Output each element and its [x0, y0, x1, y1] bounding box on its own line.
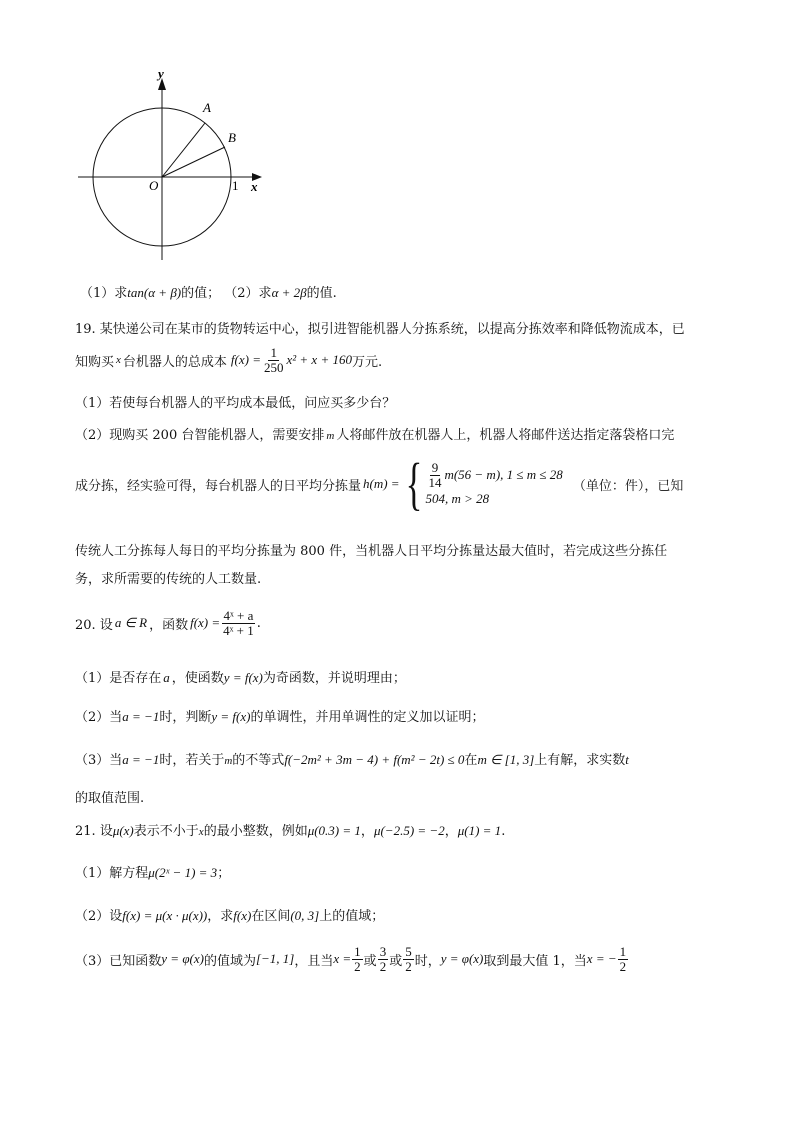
origin-label: O [149, 178, 159, 193]
q19-part2-var: m [326, 430, 335, 442]
q19-part2-line2-prefix: 成分拣，经实验可得，每台机器人的日平均分拣量 [75, 478, 362, 494]
ray-oa [162, 123, 205, 177]
point-b-label: B [228, 130, 236, 145]
q20-part2 [75, 706, 484, 725]
q21-frac-3 [403, 945, 414, 973]
q20-stem [75, 609, 261, 637]
q20-part2-mid: 时，判断 [159, 710, 212, 725]
q21-frac-4 [618, 945, 629, 973]
q21-frac-2-num: 3 [379, 944, 387, 959]
q21-part2-interval: (0, 3] [290, 908, 320, 923]
q19-case1-den: 14 [428, 474, 442, 490]
q21-stem [75, 820, 505, 839]
q21-or-2: 或 [389, 953, 403, 969]
q20-part3-ineq: f(−2m² + 3m − 4) + f(m² − 2t) ≤ 0 [284, 752, 465, 767]
q19-piecewise [400, 451, 563, 516]
q21-ex2: μ(−2.5) = −2 [373, 823, 445, 838]
q19-part2-line1 [75, 424, 674, 443]
q21-part3-range: [−1, 1] [255, 951, 295, 967]
q21-frac-3-num: 5 [405, 944, 412, 959]
q19-line2 [75, 346, 382, 374]
q21-part3-x: x = [333, 951, 352, 967]
q19-line2-mid: 台机器人的总成本 [122, 354, 227, 370]
q21-part3-mid4: 取到最大值 1，当 [483, 953, 587, 969]
q20-part3-t: t [625, 752, 629, 767]
q20-part3-mid2: 的不等式 [232, 753, 285, 768]
tick-one-label: 1 [232, 178, 239, 193]
q21-frac-1-den: 2 [354, 958, 361, 974]
q20-part3-line2: 的取值范围. [75, 791, 145, 806]
q19-brace: { [405, 451, 422, 516]
ray-ob [162, 147, 225, 177]
point-a-label: A [203, 100, 211, 115]
q21-ex3: μ(1) = 1 [457, 823, 502, 838]
q19-var-x: x [116, 354, 121, 367]
q19-case1-frac [426, 461, 443, 489]
q19-part2-line4: 务，求所需要的传统的人工数量. [75, 572, 262, 587]
q20-frac-num: 4ˣ + a [223, 608, 254, 623]
q21-part2-prefix: （2）设 [75, 909, 123, 924]
q20-part3-range: m ∈ [1, 3] [477, 752, 535, 767]
q21-part2-mid2: 在区间 [251, 909, 291, 924]
q19-line2-suffix: 万元. [351, 354, 383, 370]
q21-frac-1 [352, 945, 363, 973]
q19-cost-poly: x² + x + 160 [286, 352, 352, 368]
q21-sep2: ， [444, 824, 458, 839]
q18-part1-prefix: （1）求 [80, 286, 128, 301]
q19-frac-den: 250 [263, 359, 284, 375]
q19-cost-func: f(x) = [230, 352, 261, 368]
q21-frac-4-num: 1 [619, 944, 627, 959]
q18-part2-prefix: （2）求 [224, 286, 272, 301]
q20-part3-prefix: （3）当 [75, 753, 123, 768]
q19-line2-prefix: 知购买 [75, 354, 115, 370]
q19-part2-line2 [75, 451, 684, 516]
q19-fraction [262, 346, 286, 374]
q20-part1-suffix: 为奇函数，并说明理由； [262, 671, 406, 686]
q20-stem-func: f(x) = [190, 615, 221, 631]
q20-part2-prefix: （2）当 [75, 710, 123, 725]
q21-stem-mu: μ(x) [112, 823, 134, 838]
q21-part3-mid2: ，且当 [294, 953, 334, 969]
q21-part3-func2: y = φ(x) [440, 951, 484, 967]
q19-h-label: h(m) = [363, 476, 400, 491]
q19-case1 [425, 461, 562, 489]
q19-frac-num: 1 [270, 345, 277, 360]
q20-part1-prefix: （1）是否存在 [75, 671, 162, 686]
q20-stem-end: . [256, 615, 261, 631]
q21-frac-3-den: 2 [405, 958, 412, 974]
q21-part2-mid: ，求 [207, 909, 234, 924]
q18-part1-suffix: 的值； [181, 286, 221, 301]
q21-part2-def: f(x) = μ(x · μ(x)) [122, 908, 208, 923]
q20-part2-func: y = f(x) [211, 709, 251, 724]
q21-part2-func: f(x) [233, 908, 252, 923]
q20-part3-cond: a = −1 [122, 752, 160, 767]
q19-case1-num: 9 [431, 459, 439, 475]
q20-part1-func: y = f(x) [223, 670, 263, 685]
q20-fraction [221, 609, 256, 637]
q20-part3-mid3: 在 [464, 753, 478, 768]
q19-case1-expr: m(56 − m), 1 ≤ m ≤ 28 [444, 467, 563, 482]
q21-stem-var: x [198, 826, 204, 838]
unit-circle-figure [70, 60, 270, 265]
q21-part1 [75, 862, 230, 881]
q19-part2-suffix: 人将邮件放在机器人上，机器人将邮件送达指定落袋格口完 [336, 428, 675, 443]
q20-part1-mid: ，使函数 [171, 671, 224, 686]
q20-frac-den: 4ˣ + 1 [223, 622, 254, 638]
q21-part2 [75, 905, 384, 924]
q20-part1-var: a [163, 670, 170, 685]
q20-part2-suffix: 的单调性，并用单调性的定义加以证明； [250, 710, 485, 725]
q19-cases [425, 461, 562, 507]
q21-part1-eq: μ(2ˣ − 1) = 3 [148, 865, 218, 880]
y-axis-label: y [158, 66, 164, 81]
q18-parts [80, 282, 337, 301]
q21-part3-mid3: 时， [414, 953, 441, 969]
q20-part3-mid4: 上有解，求实数 [534, 753, 626, 768]
q21-part3 [75, 945, 629, 973]
q21-part3-func: y = φ(x) [161, 951, 204, 967]
q19-part2-prefix: （2）现购买 200 台智能机器人，需要安排 [75, 428, 325, 443]
q20-part3-mid1: 时，若关于 [159, 753, 225, 768]
q21-frac-2 [378, 945, 389, 973]
q20-stem-prefix: 20. 设 [75, 617, 113, 633]
q21-stem-prefix: 21. 设 [75, 824, 113, 839]
q19-case2: 504, m > 28 [425, 491, 490, 507]
q20-part2-cond: a = −1 [122, 709, 160, 724]
q18-part2-suffix: 的值. [306, 286, 337, 301]
q20-stem-set: a ∈ R [114, 615, 148, 631]
q21-ex1: μ(0.3) = 1 [307, 823, 361, 838]
q21-stem-mid2: 的最小整数，例如 [203, 824, 308, 839]
q21-part3-mid1: 的值域为 [203, 953, 256, 969]
q21-or-1: 或 [363, 953, 377, 969]
q21-stem-mid1: 表示不小于 [133, 824, 199, 839]
q20-part3 [75, 749, 629, 768]
q18-part1-expr: tan(α + β) [127, 285, 182, 300]
x-axis-label: x [251, 179, 258, 194]
q21-part3-prefix: （3）已知函数 [75, 953, 162, 969]
q21-stem-end: . [501, 824, 506, 839]
q21-sep1: ， [360, 824, 374, 839]
q19-line1: 19. 某快递公司在某市的货物转运中心，拟引进智能机器人分拣系统，以提高分拣效率和降低物流成本，已 [75, 322, 685, 337]
q21-part1-prefix: （1）解方程 [75, 866, 149, 881]
q20-part3-var: m [224, 755, 233, 767]
q20-part1 [75, 667, 406, 686]
q19-part1: （1）若使每台机器人的平均成本最低，问应买多少台？ [75, 396, 396, 411]
q18-part2-expr: α + 2β [271, 285, 307, 300]
q21-part2-suffix: 上的值域； [319, 909, 385, 924]
q21-part1-suffix: ； [217, 866, 231, 881]
q21-part3-x2: x = − [586, 951, 617, 967]
q21-frac-1-num: 1 [354, 944, 361, 959]
q19-part2-line3: 传统人工分拣每人每日的平均分拣量为 800 件，当机器人日平均分拣量达最大值时，若完成这些分拣任 [75, 544, 668, 559]
q21-frac-2-den: 2 [379, 958, 387, 974]
q19-part2-line2-suffix: （单位：件），已知 [572, 478, 684, 494]
q21-frac-4-den: 2 [619, 958, 627, 974]
q20-stem-mid: ，函数 [149, 617, 189, 633]
